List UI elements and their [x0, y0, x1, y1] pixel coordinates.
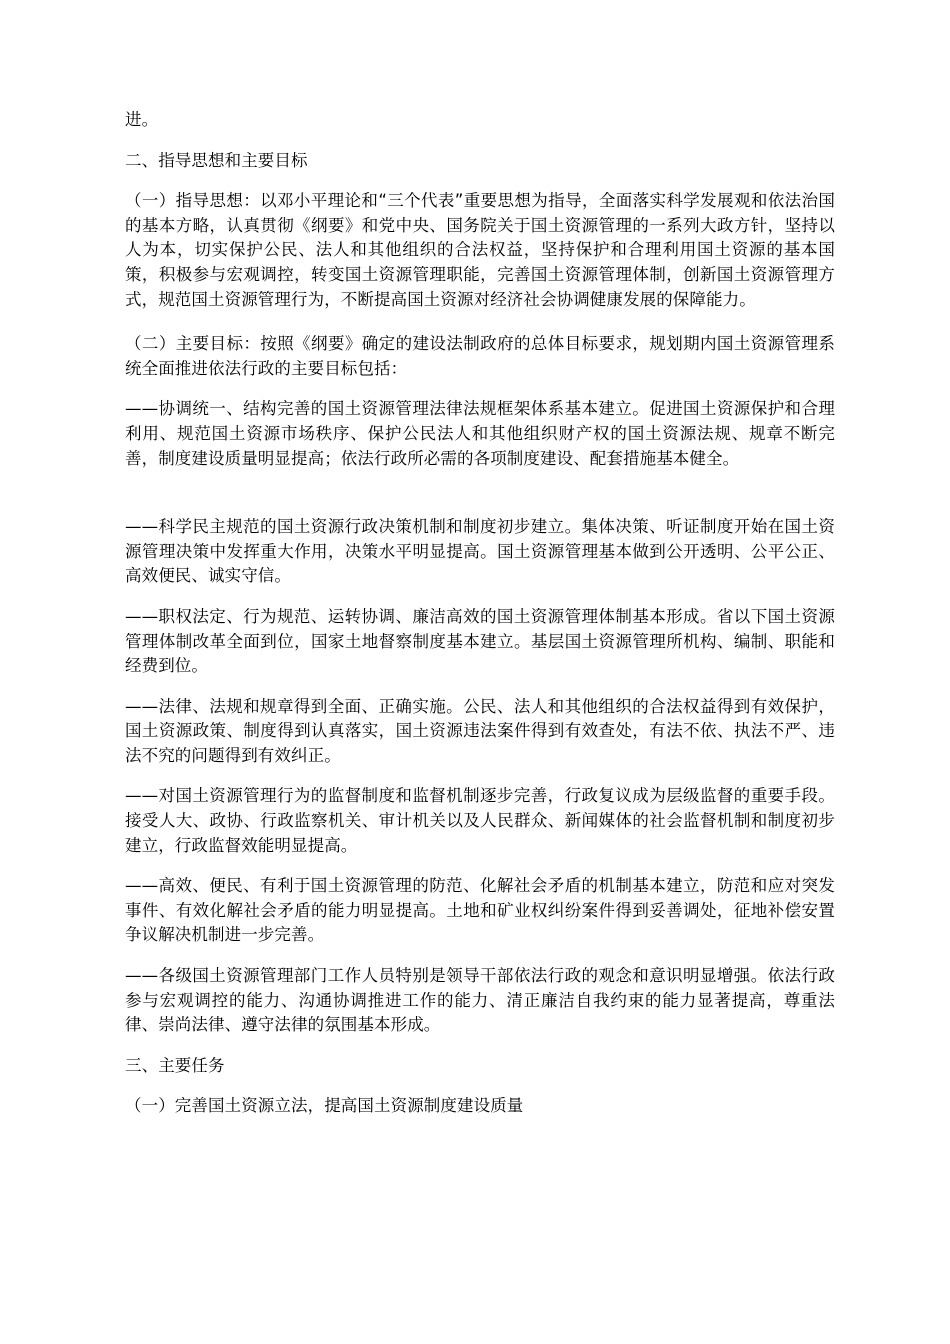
paragraph-continuation: 进。	[125, 110, 159, 129]
goal-item-decision-mechanism: ——科学民主规范的国土资源行政决策机制和制度初步建立。集体决策、听证制度开始在国土资源管理决策中发挥重大作用，决策水平明显提高。国土资源管理基本做到公开透明、公平公正、高效便民、诚实守信。	[125, 517, 835, 586]
goal-item-law-enforcement: ——法律、法规和规章得到全面、正确实施。公民、法人和其他组织的合法权益得到有效保护，国土资源政策、制度得到认真落实，国土资源违法案件得到有效查处，有法不依、执法不严、违法不究的问题得到有效纠正。	[125, 696, 835, 765]
goal-item-staff-awareness: ——各级国土资源管理部门工作人员特别是领导干部依法行政的观念和意识明显增强。依法行政参与宏观调控的能力、沟通协调推进工作的能力、清正廉洁自我约束的能力显著提高，尊重法律、崇尚法律、遵守法律的氛围基本形成。	[125, 966, 835, 1035]
section-heading-guiding-ideas: 二、指导思想和主要目标	[125, 150, 308, 170]
paragraph-main-goals: （二）主要目标：按照《纲要》确定的建设法制政府的总体目标要求，规划期内国土资源管理系统全面推进依法行政的主要目标包括：	[125, 334, 835, 378]
goal-item-conflict-resolution: ——高效、便民、有利于国土资源管理的防范、化解社会矛盾的机制基本建立，防范和应对突发事件、有效化解社会矛盾的能力明显提高。土地和矿业权纠纷案件得到妥善调处，征地补偿安置争议解决机制进一步完善。	[125, 876, 835, 945]
goal-item-management-system: ——职权法定、行为规范、运转协调、廉洁高效的国土资源管理体制基本形成。省以下国土资源管理体制改革全面到位，国家土地督察制度基本建立。基层国土资源管理所机构、编制、职能和经费到位。	[125, 606, 835, 676]
paragraph-guiding-ideas: （一）指导思想：以邓小平理论和“三个代表”重要思想为指导，全面落实科学发展观和依法治国的基本方略，认真贯彻《纲要》和党中央、国务院关于国土资源管理的一系列大政方针，坚持以人为本，切实保护公民、法人和其他组织的合法权益，坚持保护和合理利用国土资源的基本国策，积极参与宏观调控，转变国土资源管理职能，完善国土资源管理体制，创新国土资源管理方式，规范国土资源管理行为，不断提高国土资源对经济社会协调健康发展的保障能力。	[125, 191, 835, 309]
goal-item-legal-framework: ——协调统一、结构完善的国土资源管理法律法规框架体系基本建立。促进国土资源保护和合理利用、规范国土资源市场秩序、保护公民法人和其他组织财产权的国土资源法规、规章不断完善，制度建设质量明显提高；依法行政所必需的各项制度建设、配套措施基本健全。	[125, 399, 835, 468]
section-heading-main-tasks: 三、主要任务	[125, 1055, 225, 1075]
document-body	[125, 108, 835, 1119]
goal-item-supervision: ——对国土资源管理行为的监督制度和监督机制逐步完善，行政复议成为层级监督的重要手段。接受人大、政协、行政监察机关、审计机关以及人民群众、新闻媒体的社会监督机制和制度初步建立，行政监督效能明显提高。	[125, 786, 835, 855]
subsection-heading-legislation: （一）完善国土资源立法，提高国土资源制度建设质量	[125, 1096, 524, 1116]
